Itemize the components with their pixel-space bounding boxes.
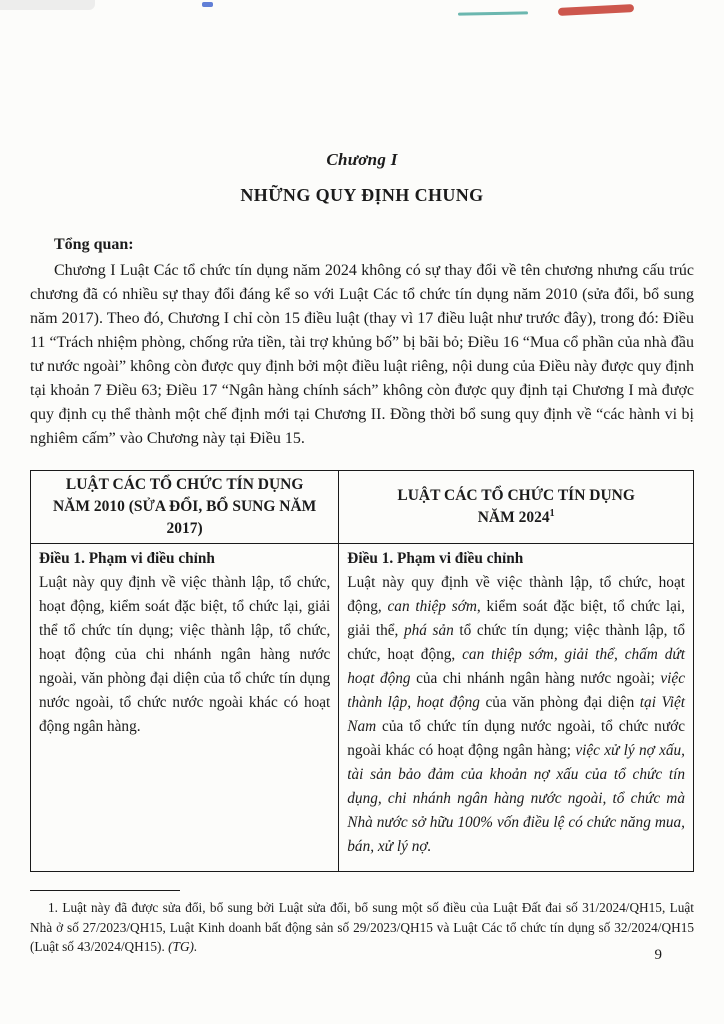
page-number: 9: [654, 947, 662, 963]
footnote-ref: 1: [549, 507, 555, 519]
article-title-right: Điều 1. Phạm vi điều chỉnh: [347, 550, 524, 567]
article-body-left: Luật này quy định về việc thành lập, tổ chức, hoạt động, kiểm soát đặc biệt, tổ chức lại, giải thể tổ chức tín dụng; việc thành lập, tổ chức, hoạt động của chi nhánh ngân hàng nước ngoài, văn phòng đại diện của tổ chức tín dụng nước ngoài, tổ chức nước ngoài khác có hoạt động ngân hàng.: [39, 574, 331, 735]
scan-smudge-artifact: [0, 0, 95, 10]
overview-label: Tổng quan:: [54, 236, 134, 253]
overview-paragraph: Chương I Luật Các tổ chức tín dụng năm 2024 không có sự thay đổi về tên chương nhưng cấu trúc chương đã có nhiều sự thay đổi đáng kể so với Luật Các tổ chức tín dụng năm 2010 (sửa đổi, bổ sung năm 2017). Theo đó, Chương I chỉ còn 15 điều luật (thay vì 17 điều luật như trước đây), trong đó: Điều 11 “Trách nhiệm phòng, chống rửa tiền, tài trợ khủng bố” bị bãi bỏ; Điều 16 “Mua cổ phần của nhà đầu tư nước ngoài” không còn được quy định bởi một điều luật riêng, nội dung của Điều này được quy định tại khoản 7 Điều 63; Điều 17 “Ngân hàng chính sách” không còn được quy định tại Chương I mà được quy định cụ thể thành một chế định mới tại Chương II. Đồng thời bổ sung quy định về “các hành vi bị nghiêm cấm” vào Chương này tại Điều 15.: [30, 262, 694, 447]
footnote-divider: [30, 890, 180, 891]
article-title-left: Điều 1. Phạm vi điều chỉnh: [39, 550, 215, 567]
comparison-table: [30, 470, 694, 872]
article-body-right: Luật này quy định về việc thành lập, tổ chức, hoạt động, can thiệp sớm, kiểm soát đặc biệt, tổ chức lại, giải thể, phá sản tổ chức tín dụng; việc thành lập, tổ chức, hoạt động, can thiệp sớm, giải thể, chấm dứt hoạt động của chi nhánh ngân hàng nước ngoài; việc thành lập, hoạt động của văn phòng đại diện tại Việt Nam của tổ chức tín dụng nước ngoài, tổ chức nước ngoài khác có hoạt động ngân hàng; việc xử lý nợ xấu, tài sản bảo đảm của khoản nợ xấu của tổ chức tín dụng, chi nhánh ngân hàng nước ngoài, tổ chức mà Nhà nước sở hữu 100% vốn điều lệ có chức năng mua, bán, xử lý nợ.: [347, 574, 686, 855]
chapter-heading: Chương I: [326, 150, 398, 169]
table-cell-left: [31, 544, 339, 872]
table-cell-right: [339, 544, 694, 872]
table-header-left-line2: NĂM 2010 (SỬA ĐỔI, BỔ SUNG NĂM 2017): [52, 498, 317, 537]
scan-mark-teal-artifact: [458, 11, 528, 15]
footnote-text: 1. Luật này đã được sửa đổi, bổ sung bởi Luật sửa đổi, bổ sung một số điều của Luật Đất đai số 31/2024/QH15, Luật Nhà ở số 27/2023/QH15, Luật Kinh doanh bất động sản số 29/2023/QH15 và Luật Các tổ chức tín dụng số 32/2024/QH15 (Luật số 43/2024/QH15). (TG).: [30, 900, 694, 954]
scan-mark-red-artifact: [558, 4, 634, 16]
scan-mark-blue-artifact: [202, 2, 213, 7]
table-header-right: [339, 471, 694, 544]
table-header-right-year: NĂM 2024: [477, 509, 550, 526]
table-header-right-line1: LUẬT CÁC TỔ CHỨC TÍN DỤNG: [397, 487, 635, 504]
page-title: NHỮNG QUY ĐỊNH CHUNG: [240, 185, 484, 205]
table-row: [31, 544, 694, 872]
table-header-row: [31, 471, 694, 544]
page-content: [30, 150, 694, 957]
table-header-right-line2: [345, 507, 687, 529]
table-header-left: [31, 471, 339, 544]
table-header-left-line1: LUẬT CÁC TỔ CHỨC TÍN DỤNG: [65, 476, 304, 493]
